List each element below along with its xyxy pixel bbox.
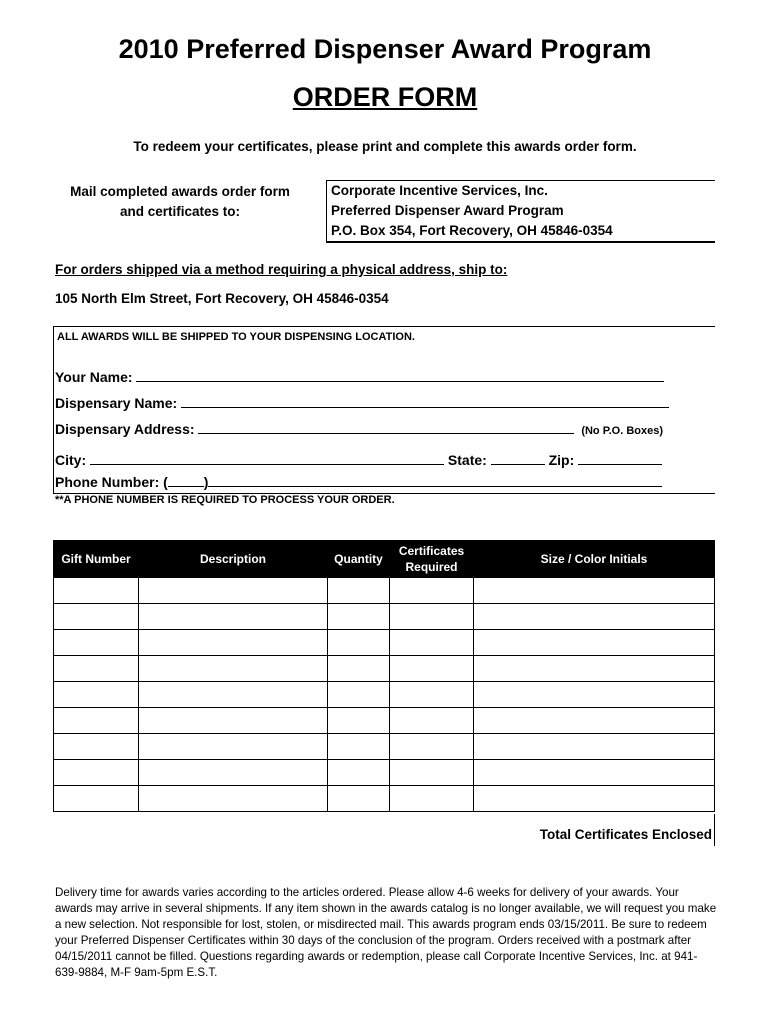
mail-instructions: [55, 182, 305, 222]
city-label: City:: [55, 452, 87, 468]
certificates-cell[interactable]: [390, 578, 474, 604]
your-name-field[interactable]: [136, 367, 664, 382]
description-cell[interactable]: [139, 734, 328, 760]
dispensary-name-row: [55, 393, 669, 411]
order-table: [53, 540, 715, 812]
order-table-body: [54, 578, 715, 812]
no-po-boxes-note: (No P.O. Boxes): [581, 425, 664, 437]
size-color-cell[interactable]: [474, 578, 715, 604]
certificates-cell[interactable]: [390, 604, 474, 630]
your-name-label: Your Name:: [55, 369, 133, 385]
state-label: State:: [447, 452, 487, 468]
table-row: [54, 734, 715, 760]
city-state-zip-row: [55, 450, 662, 468]
certificates-cell[interactable]: [390, 760, 474, 786]
size-color-cell[interactable]: [474, 786, 715, 812]
quantity-cell[interactable]: [328, 656, 390, 682]
shipping-notice: ALL AWARDS WILL BE SHIPPED TO YOUR DISPENSING LOCATION.: [57, 331, 415, 343]
delivery-terms: Delivery time for awards varies according to the articles ordered. Please allow 4-6 weeks for delivery of your awards. Your awards may arrive in several shipments. If any item shown in the awards catalog is no longer available, we will request you make a new selection. Not responsible for lost, stolen, or misdirected mail. This awards program ends 03/15/2011. Be sure to redeem your Preferred Dispenser Certificates within 30 days of the conclusion of the program. Orders received with a postmark after 04/15/2011 cannot be filled. Questions regarding awards or redemption, please call Corporate Incentive Services, Inc. at 941-639-9884, M-F 9am-5pm E.S.T.: [55, 886, 717, 979]
col-certificates-line2: Required: [405, 560, 458, 574]
quantity-cell[interactable]: [328, 630, 390, 656]
quantity-cell[interactable]: [328, 708, 390, 734]
col-quantity: Quantity: [328, 541, 390, 578]
certificates-cell[interactable]: [390, 708, 474, 734]
dispensary-name-field[interactable]: [181, 393, 669, 408]
dispensary-name-label: Dispensary Name:: [55, 395, 178, 411]
size-color-cell[interactable]: [474, 760, 715, 786]
description-cell[interactable]: [139, 630, 328, 656]
gift-number-cell[interactable]: [54, 708, 139, 734]
your-name-row: [55, 367, 664, 385]
certificates-cell[interactable]: [390, 734, 474, 760]
dispensary-address-field[interactable]: [198, 419, 574, 434]
mail-label-line2: and certificates to:: [119, 204, 241, 219]
dispensary-address-row: [55, 419, 663, 437]
description-cell[interactable]: [139, 656, 328, 682]
description-cell[interactable]: [139, 604, 328, 630]
gift-number-cell[interactable]: [54, 578, 139, 604]
table-row: [54, 682, 715, 708]
gift-number-cell[interactable]: [54, 656, 139, 682]
phone-area-code-field[interactable]: [168, 472, 204, 487]
col-gift-number: Gift Number: [54, 541, 139, 578]
certificates-cell[interactable]: [390, 630, 474, 656]
mailing-address-line: P.O. Box 354, Fort Recovery, OH 45846-0354: [331, 223, 613, 238]
table-row: [54, 630, 715, 656]
quantity-cell[interactable]: [328, 734, 390, 760]
quantity-cell[interactable]: [328, 786, 390, 812]
gift-number-cell[interactable]: [54, 760, 139, 786]
page-title: 2010 Preferred Dispenser Award Program: [118, 34, 652, 64]
form-heading: ORDER FORM: [292, 82, 478, 112]
quantity-cell[interactable]: [328, 604, 390, 630]
description-cell[interactable]: [139, 760, 328, 786]
phone-required-note: **A PHONE NUMBER IS REQUIRED TO PROCESS YOUR ORDER.: [55, 494, 395, 506]
col-description: Description: [139, 541, 328, 578]
shipping-heading: For orders shipped via a method requiring a physical address, ship to:: [55, 262, 508, 277]
mailing-address-line: Preferred Dispenser Award Program: [331, 203, 564, 218]
intro-text: To redeem your certificates, please print and complete this awards order form.: [133, 139, 637, 154]
zip-label: Zip:: [548, 452, 575, 468]
gift-number-cell[interactable]: [54, 682, 139, 708]
quantity-cell[interactable]: [328, 760, 390, 786]
certificates-cell[interactable]: [390, 682, 474, 708]
description-cell[interactable]: [139, 682, 328, 708]
table-row: [54, 656, 715, 682]
city-field[interactable]: [90, 450, 444, 465]
col-certificates-required: [390, 541, 474, 578]
certificates-cell[interactable]: [390, 656, 474, 682]
col-certificates-line1: Certificates: [398, 544, 465, 558]
table-row: [54, 708, 715, 734]
quantity-cell[interactable]: [328, 578, 390, 604]
mailing-address-box: [326, 180, 715, 243]
gift-number-cell[interactable]: [54, 734, 139, 760]
table-row: [54, 760, 715, 786]
size-color-cell[interactable]: [474, 630, 715, 656]
phone-number-field[interactable]: [208, 472, 662, 487]
size-color-cell[interactable]: [474, 734, 715, 760]
shipping-address: 105 North Elm Street, Fort Recovery, OH 45846-0354: [55, 291, 389, 306]
description-cell[interactable]: [139, 578, 328, 604]
gift-number-cell[interactable]: [54, 630, 139, 656]
gift-number-cell[interactable]: [54, 604, 139, 630]
phone-row: [55, 472, 662, 490]
total-certificates-label: Total Certificates Enclosed: [539, 827, 712, 842]
mail-label-line1: Mail completed awards order form: [70, 184, 290, 199]
size-color-cell[interactable]: [474, 682, 715, 708]
mailing-address-line: Corporate Incentive Services, Inc.: [331, 183, 548, 198]
phone-paren: ): [203, 474, 209, 490]
description-cell[interactable]: [139, 708, 328, 734]
description-cell[interactable]: [139, 786, 328, 812]
dispensary-address-label: Dispensary Address:: [55, 421, 195, 437]
phone-label: Phone Number: (: [55, 474, 168, 490]
table-row: [54, 578, 715, 604]
size-color-cell[interactable]: [474, 656, 715, 682]
size-color-cell[interactable]: [474, 708, 715, 734]
quantity-cell[interactable]: [328, 682, 390, 708]
table-row: [54, 786, 715, 812]
state-field[interactable]: [491, 450, 545, 465]
col-size-color-initials: Size / Color Initials: [474, 541, 715, 578]
gift-number-cell[interactable]: [54, 786, 139, 812]
size-color-cell[interactable]: [474, 604, 715, 630]
table-row: [54, 604, 715, 630]
zip-field[interactable]: [578, 450, 662, 465]
certificates-cell[interactable]: [390, 786, 474, 812]
total-divider: [714, 814, 715, 846]
order-table-header: [54, 541, 715, 578]
